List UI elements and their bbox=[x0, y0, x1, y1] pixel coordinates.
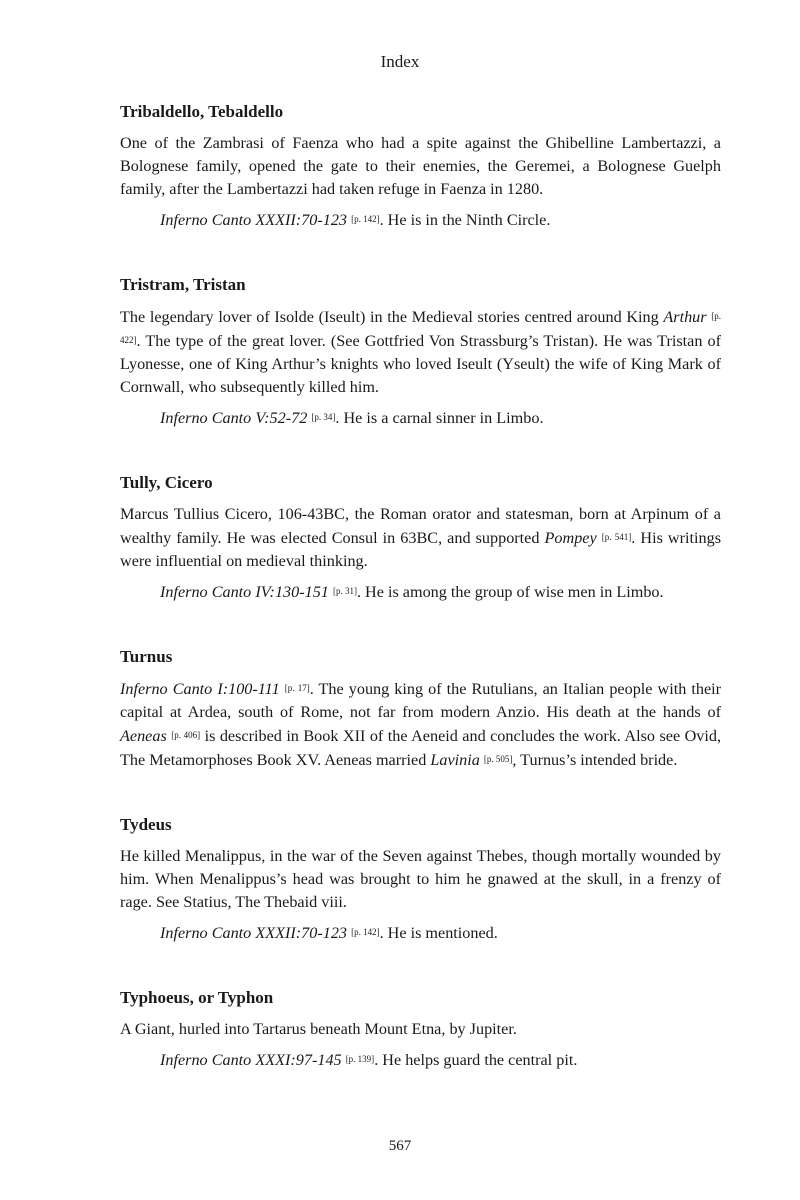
canto-reference bbox=[160, 208, 721, 232]
description-text: Marcus Tullius Cicero, 106-43BC, the Roman orator and statesman, born at Arpinum of a wealthy family. He was elected Consul in 63BC, and supported bbox=[120, 505, 721, 547]
reference-note: . He helps guard the central pit. bbox=[374, 1051, 578, 1069]
canto-link[interactable]: Inferno Canto IV:130-151 bbox=[160, 583, 329, 601]
canto-link[interactable]: Inferno Canto XXXII:70-123 bbox=[160, 924, 348, 942]
cross-reference-link[interactable]: Aeneas bbox=[120, 727, 167, 745]
reference-note: . He is a carnal sinner in Limbo. bbox=[335, 409, 544, 427]
page-reference: [p. 142] bbox=[351, 214, 380, 224]
cross-reference-link[interactable]: Pompey bbox=[544, 529, 597, 547]
entry-description bbox=[120, 677, 721, 772]
description-text: , Turnus’s intended bride. bbox=[512, 751, 678, 769]
page-reference: [p. 31] bbox=[332, 586, 357, 596]
page-reference: [p. 505] bbox=[483, 754, 513, 764]
description-text: is described in Book XII of the Aeneid and concludes the work. Also see Ovid, The Metamorphoses Book XV. Aeneas married bbox=[120, 727, 722, 769]
reference-note: . He is among the group of wise men in Limbo. bbox=[356, 583, 664, 601]
description-text: . His writings were influential on medieval thinking. bbox=[120, 529, 721, 570]
description-text: One of the Zambrasi of Faenza who had a spite against the Ghibelline Lambertazzi, a Bolognese family, opened the gate to their enemies, the Geremei, a Bolognese Guelph family, after the Lambertazzi had taken refuge in Faenza in 1280. bbox=[120, 134, 721, 198]
description-text: . The type of the great lover. (See Gottfried Von Strassburg’s Tristan). He was Tristan of Lyonesse, one of King Arthur’s knights who loved Iseult (Yseult) the wife of King Mark of Cornwall, who subsequently killed him. bbox=[120, 332, 721, 396]
index-entry-typhoeus bbox=[120, 986, 721, 1072]
description-text: The legendary lover of Isolde (Iseult) in the Medieval stories centred around King bbox=[120, 308, 664, 326]
description-text: . The young king of the Rutulians, an Italian people with their capital at Ardea, south of Rome, not far from modern Anzio. His death at the hands of bbox=[120, 680, 722, 721]
canto-reference bbox=[160, 580, 721, 604]
canto-link[interactable]: Inferno Canto I:100-111 bbox=[120, 680, 280, 698]
entry-title: Tully, Cicero bbox=[120, 473, 213, 492]
running-head: Index bbox=[380, 52, 420, 71]
canto-reference bbox=[160, 921, 721, 945]
canto-reference bbox=[160, 1048, 721, 1072]
index-entries bbox=[120, 100, 721, 1113]
index-entry-tydeus bbox=[120, 813, 721, 945]
reference-note: . He is in the Ninth Circle. bbox=[379, 211, 551, 229]
index-entry-tully bbox=[120, 471, 721, 604]
entry-description bbox=[120, 845, 721, 914]
page-number: 567 bbox=[388, 1138, 412, 1154]
page-reference: [p. 142] bbox=[351, 927, 380, 937]
index-entry-tribaldello bbox=[120, 100, 721, 232]
entry-description bbox=[120, 1018, 721, 1041]
entry-title: Tristram, Tristan bbox=[120, 275, 246, 294]
cross-reference-link[interactable]: Arthur bbox=[663, 308, 707, 326]
entry-title: Turnus bbox=[120, 647, 173, 666]
page-reference: [p. 422] bbox=[120, 311, 722, 345]
entry-description bbox=[120, 305, 721, 399]
canto-link[interactable]: Inferno Canto XXXI:97-145 bbox=[160, 1051, 342, 1069]
page-reference: [p. 406] bbox=[171, 730, 201, 740]
canto-reference bbox=[160, 406, 721, 430]
page-reference: [p. 541] bbox=[601, 532, 632, 542]
entry-title: Tydeus bbox=[120, 815, 172, 834]
index-entry-tristram bbox=[120, 273, 721, 430]
description-text: He killed Menalippus, in the war of the Seven against Thebes, though mortally wounded by him. When Menalippus’s head was brought to him he gnawed at the skull, in a frenzy of rage. See Statius, The Thebaid viii. bbox=[120, 847, 721, 911]
page-reference: [p. 34] bbox=[311, 412, 336, 422]
canto-link[interactable]: Inferno Canto V:52-72 bbox=[160, 409, 308, 427]
canto-link[interactable]: Inferno Canto XXXII:70-123 bbox=[160, 211, 348, 229]
page-reference: [p. 17] bbox=[284, 683, 310, 693]
entry-title: Tribaldello, Tebaldello bbox=[120, 102, 284, 121]
cross-reference-link[interactable]: Lavinia bbox=[430, 751, 480, 769]
entry-description bbox=[120, 503, 721, 573]
entry-description bbox=[120, 132, 721, 201]
entry-title: Typhoeus, or Typhon bbox=[120, 988, 274, 1007]
page-reference: [p. 139] bbox=[345, 1054, 375, 1064]
description-text: A Giant, hurled into Tartarus beneath Mount Etna, by Jupiter. bbox=[120, 1020, 517, 1038]
index-entry-turnus bbox=[120, 645, 721, 772]
reference-note: . He is mentioned. bbox=[379, 924, 498, 942]
